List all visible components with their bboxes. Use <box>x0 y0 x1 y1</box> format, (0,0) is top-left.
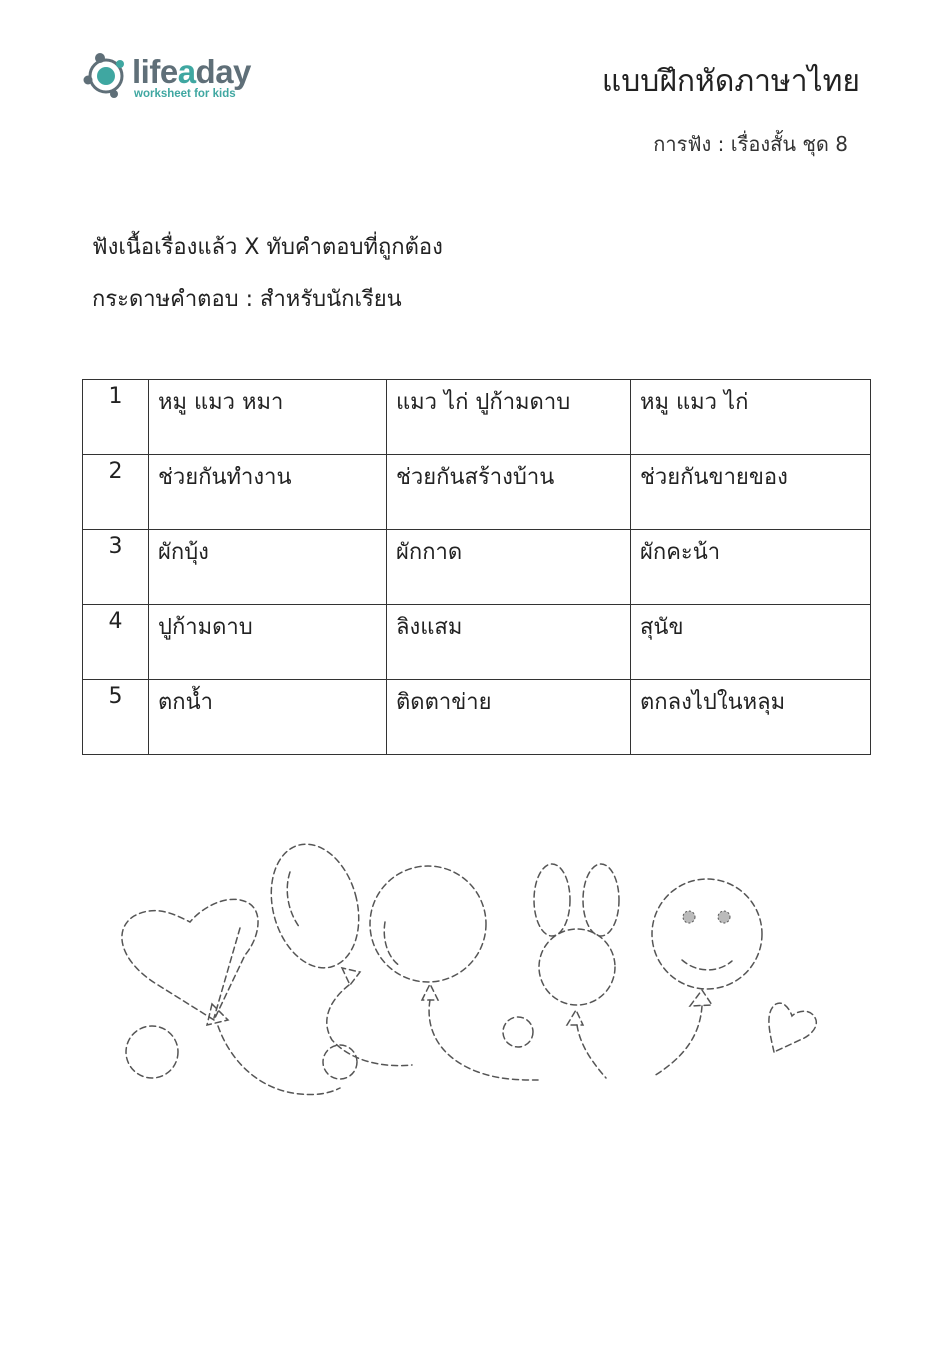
answer-choice[interactable]: แมว ไก่ ปูก้ามดาบ <box>387 380 631 455</box>
instruction-text: ฟังเนื้อเรื่องแล้ว X ทับคำตอบที่ถูกต้อง <box>92 235 443 260</box>
molecule-logo-icon <box>82 50 132 100</box>
answer-choice[interactable]: ตกน้ำ <box>149 680 387 755</box>
answer-choice[interactable]: ผักบุ้ง <box>149 530 387 605</box>
question-number: 1 <box>83 380 149 455</box>
table-row <box>83 605 871 680</box>
table-row <box>83 530 871 605</box>
answer-choice[interactable]: ช่วยกันทำงาน <box>149 455 387 530</box>
question-number: 3 <box>83 530 149 605</box>
balloons-tracing-icon <box>110 830 830 1110</box>
question-number: 2 <box>83 455 149 530</box>
answer-table <box>82 379 871 755</box>
answer-choice[interactable]: ช่วยกันขายของ <box>631 455 871 530</box>
question-number: 4 <box>83 605 149 680</box>
brand-logo <box>82 50 282 105</box>
table-row <box>83 680 871 755</box>
answer-choice[interactable]: ช่วยกันสร้างบ้าน <box>387 455 631 530</box>
worksheet-title: แบบฝึกหัดภาษาไทย <box>601 64 860 99</box>
worksheet-subtitle: การฟัง : เรื่องสั้น ชุด 8 <box>653 132 848 156</box>
table-row <box>83 380 871 455</box>
answer-choice[interactable]: หมู แมว ไก่ <box>631 380 871 455</box>
question-number: 5 <box>83 680 149 755</box>
answer-sheet-label: กระดาษคำตอบ : สำหรับนักเรียน <box>92 287 402 312</box>
answer-choice[interactable]: หมู แมว หมา <box>149 380 387 455</box>
answer-choice[interactable]: ผักกาด <box>387 530 631 605</box>
answer-choice[interactable]: สุนัข <box>631 605 871 680</box>
answer-choice[interactable]: ติดตาข่าย <box>387 680 631 755</box>
brand-name: lifeaday <box>132 53 251 90</box>
answer-choice[interactable]: ปูก้ามดาบ <box>149 605 387 680</box>
answer-choice[interactable]: ลิงแสม <box>387 605 631 680</box>
table-row <box>83 455 871 530</box>
answer-choice[interactable]: ผักคะน้า <box>631 530 871 605</box>
answer-choice[interactable]: ตกลงไปในหลุม <box>631 680 871 755</box>
brand-tagline: worksheet for kids <box>134 88 236 100</box>
